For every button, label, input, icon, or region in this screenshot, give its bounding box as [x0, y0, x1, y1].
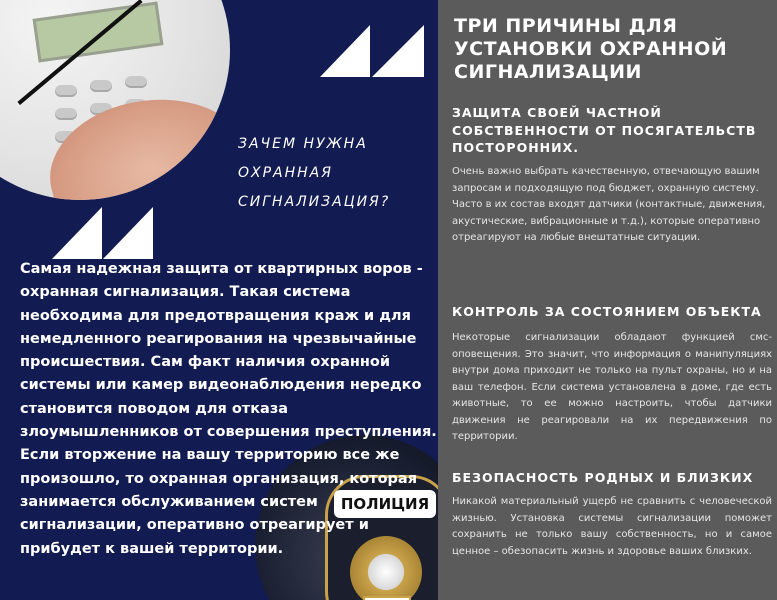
section-text-1: Очень важно выбрать качественную, отвечающую вашим запросам и подходящую под бюджет, охранную систему. Часто в их состав входят датчики (контактные, движения, акустические, вибрационные и т.д.), которые оперативно отреагируют на любые внештатные ситуации. [452, 166, 766, 243]
keypad-key [90, 80, 112, 92]
police-badge-label: ПОЛИЦИЯ [334, 490, 436, 518]
section-heading-1: ЗАЩИТА СВОЕЙ ЧАСТНОЙ СОБСТВЕННОСТИ ОТ ПОСЯГАТЕЛЬСТВ ПОСТОРОННИХ. [452, 105, 757, 155]
keypad-screen [33, 1, 164, 62]
section-text-3: Никакой материальный ущерб не сравнить с человеческой жизнью. Установка системы сигнализации поможет сохранить не только вашу собственность, но и самое ценное – обезопасить жизнь и здоровье ваших близких. [452, 496, 772, 557]
double-triangle-icon [320, 25, 425, 77]
section-heading-3: БЕЗОПАСНОСТЬ РОДНЫХ И БЛИЗКИХ [452, 470, 754, 485]
flag-icon [363, 596, 411, 600]
right-panel [438, 0, 777, 600]
keypad-key [125, 76, 147, 88]
double-triangle-icon [52, 207, 154, 259]
main-paragraph: Самая надежная защита от квартирных воров - охранная сигнализация. Такая система необходима для предотвращения краж и для немедленного реагирования на чрезвычайные происшествия. Сам факт наличия охранной системы или камер видеонаблюдения нередко становится поводом для отказа злоумышленников от совершения преступления. Если вторжение на вашу территорию все же произошло, то охранная организация, которая занимается обслуживанием систем сигнализации, оперативно отреагирует и прибудет к вашей территории. [20, 261, 437, 557]
page-title: ТРИ ПРИЧИНЫ ДЛЯ УСТАНОВКИ ОХРАННОЙ СИГНАЛИЗАЦИИ [454, 15, 728, 83]
section-text-2: Некоторые сигнализации обладают функцией смс-оповещения. Это значит, что информация о манипуляциях внутри дома приходит не только на пульт охраны, но и на ваш телефон. Если система установлена в доме, где есть животные, то ее можно настроить, чтобы датчики движения не реагировали на их передвижения по территории. [452, 332, 772, 442]
section-heading-2: КОНТРОЛЬ ЗА СОСТОЯНИЕМ ОБЪЕКТА [452, 304, 762, 319]
keypad-key [55, 85, 77, 97]
question-heading: ЗАЧЕМ НУЖНА ОХРАННАЯ СИГНАЛИЗАЦИЯ? [238, 136, 391, 210]
keypad-key [55, 108, 77, 120]
keypad-photo [0, 0, 230, 200]
